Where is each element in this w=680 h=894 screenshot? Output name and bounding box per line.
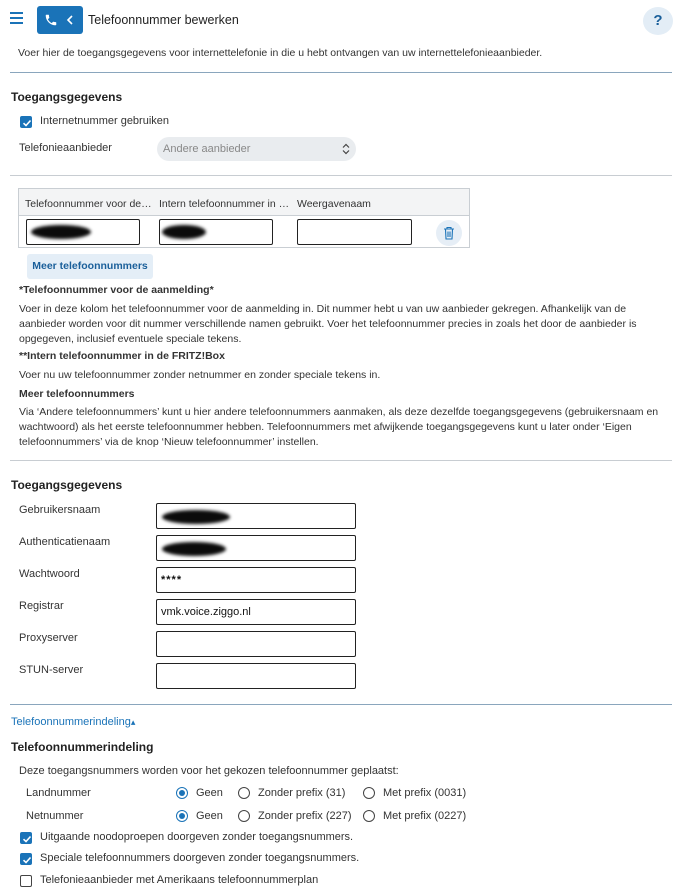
numbers-table (18, 188, 470, 248)
check-icon (22, 855, 32, 865)
password-label: Wachtwoord (19, 568, 80, 580)
chevron-updown-icon (342, 143, 350, 155)
login-number-input[interactable] (26, 219, 140, 245)
check-icon (22, 118, 32, 128)
note-title-internal: **Intern telefoonnummer in de FRITZ!Box (19, 350, 225, 362)
authname-input[interactable] (156, 535, 356, 561)
country-none-label: Geen (196, 787, 223, 799)
use-internet-number-checkbox[interactable] (20, 116, 32, 128)
use-internet-number-label: Internetnummer gebruiken (40, 115, 170, 127)
menu-icon[interactable] (10, 12, 24, 24)
delete-button[interactable] (436, 220, 462, 246)
registrar-input[interactable] (156, 599, 356, 625)
country-prefix-radio[interactable] (363, 787, 375, 799)
numbering-toggle-label: Telefoonnummerindeling (11, 716, 131, 728)
american-plan-checkbox[interactable] (20, 875, 32, 887)
registrar-label: Registrar (19, 600, 64, 612)
password-value: **** (161, 574, 183, 586)
area-none-radio[interactable] (176, 810, 188, 822)
help-icon: ? (653, 12, 663, 29)
display-name-input[interactable] (297, 219, 412, 245)
special-numbers-label: Speciale telefoonnummers doorgeven zonder toegangsnummers. (40, 852, 360, 864)
note-text-more: Via ‘Andere telefoonnummers’ kunt u hier andere telefoonnummers aanmaken, als deze dezelfde toegangsgegevens (gebruikersnaam en wachtwoord) als het eerste telefoonnummer hebben. Telefoonnummers met afwijkende toegangsgegevens kunt u later onder ‘Eigen telefoonnummers’ via de knop ‘Nieuw telefoonnummer’ instellen. (19, 406, 659, 448)
note-title-login: *Telefoonnummer voor de aanmelding* (19, 284, 214, 296)
username-input[interactable] (156, 503, 356, 529)
note-text-login: Voer in deze kolom het telefoonnummer voor de aanmelding in. Dit nummer hebt u van uw aanbieder gekregen. Afhankelijk van de aanbieder worden voor dit nummer verschillende namen gebruikt. Voer het telefoonnummer precies in zoals het door de aanbieder is opgegeven, inclusief eventuele speciale tekens. (19, 303, 637, 345)
username-label: Gebruikersnaam (19, 504, 101, 516)
help-button[interactable] (643, 7, 673, 35)
note-title-more: Meer telefoonnummers (19, 388, 135, 400)
password-input[interactable] (156, 567, 356, 593)
area-noprefix-radio[interactable] (238, 810, 250, 822)
authname-label: Authenticatienaam (19, 536, 111, 548)
redacted-value (162, 510, 230, 524)
proxy-input[interactable] (156, 631, 356, 657)
country-noprefix-label: Zonder prefix (31) (258, 787, 346, 799)
area-code-label: Netnummer (26, 810, 84, 822)
section-heading-numbering: Telefoonnummerindeling (11, 740, 154, 754)
redacted-value (31, 225, 91, 239)
phone-icon (44, 13, 58, 27)
back-button[interactable] (37, 6, 83, 34)
proxy-label: Proxyserver (19, 632, 78, 644)
provider-select[interactable] (157, 137, 356, 161)
provider-label: Telefonieaanbieder (19, 142, 112, 154)
area-prefix-radio[interactable] (363, 810, 375, 822)
special-numbers-checkbox[interactable] (20, 853, 32, 865)
redacted-value (162, 225, 206, 239)
registrar-value: vmk.voice.ziggo.nl (161, 606, 251, 618)
emergency-calls-checkbox[interactable] (20, 832, 32, 844)
numbering-toggle-link[interactable] (11, 716, 135, 728)
emergency-calls-label: Uitgaande noodoproepen doorgeven zonder toegangsnummers. (40, 831, 354, 843)
area-noprefix-label: Zonder prefix (227) (258, 810, 352, 822)
intro-text: Voer hier de toegangsgegevens voor internettelefonie in die u hebt ontvangen van uw internettelefonieaanbieder. (18, 47, 543, 59)
country-prefix-label: Met prefix (0031) (383, 787, 467, 799)
american-plan-label: Telefonieaanbieder met Amerikaans telefoonnummerplan (40, 874, 319, 886)
column-header-login-number: Telefoonnummer voor de… (25, 198, 152, 210)
redacted-value (162, 542, 226, 556)
area-none-label: Geen (196, 810, 223, 822)
more-numbers-label: Meer telefoonnummers (32, 260, 148, 272)
country-noprefix-radio[interactable] (238, 787, 250, 799)
country-code-label: Landnummer (26, 787, 91, 799)
stun-input[interactable] (156, 663, 356, 689)
stun-label: STUN-server (19, 664, 84, 676)
provider-select-value: Andere aanbieder (163, 143, 251, 155)
country-none-radio[interactable] (176, 787, 188, 799)
page-title: Telefoonnummer bewerken (88, 13, 239, 27)
internal-number-input[interactable] (159, 219, 273, 245)
section-heading-access: Toegangsgegevens (11, 90, 123, 104)
note-text-internal: Voer nu uw telefoonnummer zonder netnummer en zonder speciale tekens in. (19, 369, 381, 381)
area-prefix-label: Met prefix (0227) (383, 810, 467, 822)
chevron-left-icon (66, 15, 74, 25)
caret-up-icon: ▴ (130, 717, 136, 727)
numbering-description: Deze toegangsnummers worden voor het gekozen telefoonnummer geplaatst: (19, 765, 399, 777)
section-heading-credentials: Toegangsgegevens (11, 478, 123, 492)
more-numbers-button[interactable] (27, 254, 153, 279)
trash-icon (443, 226, 455, 240)
check-icon (22, 834, 32, 844)
column-header-display-name: Weergavenaam (297, 198, 371, 210)
column-header-internal-number: Intern telefoonnummer in … (159, 198, 290, 210)
